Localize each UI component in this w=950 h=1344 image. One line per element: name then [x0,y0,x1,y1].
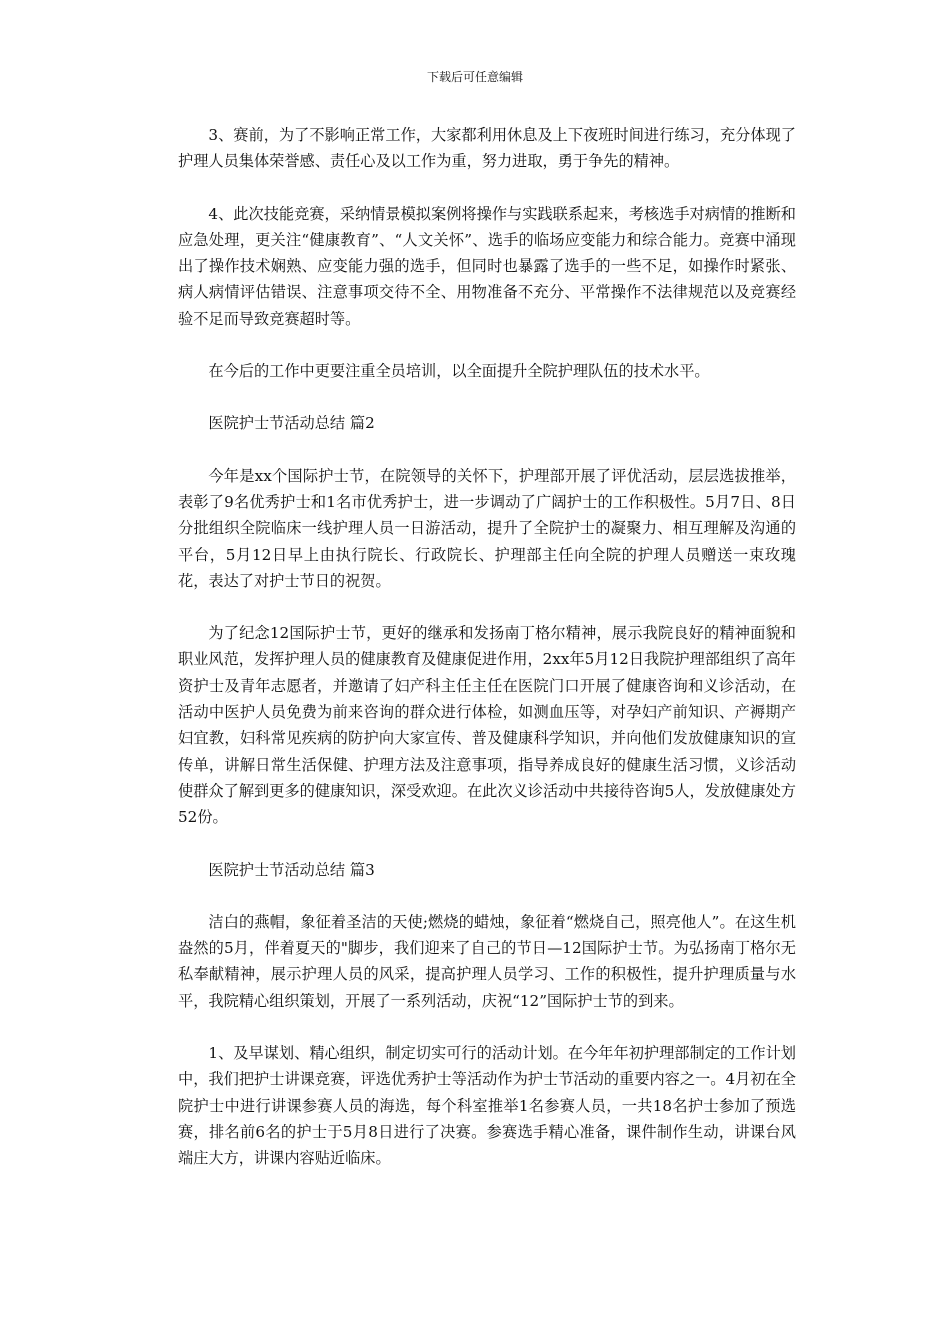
paragraph-activity-plan: 1、及早谋划、精心组织，制定切实可行的活动计划。在今年年初护理部制定的工作计划中，我们把护士讲课竞赛，评选优秀护士等活动作为护士节活动的重要内容之一。4月初在全院护士中进行讲课参赛人员的海选，每个科室推举1名参赛人员，一共18名护士参加了预选赛，排名前6名的护士于5月8日进行了决赛。参赛选手精心准备，课件制作生动，讲课台风端庄大方，讲课内容贴近临床。 [178,1044,796,1168]
section-heading-part-2: 医院护士节活动总结 篇2 [208,414,375,433]
section-heading-part-3: 医院护士节活动总结 篇3 [208,860,375,879]
paragraph-training-plan: 在今后的工作中更要注重全员培训，以全面提升全院护理队伍的技术水平。 [208,362,710,381]
document-body [178,122,796,1198]
paragraph-award-activities: 今年是xx个国际护士节，在院领导的关怀下，护理部开展了评优活动，层层选拔推举，表彰了9名优秀护士和1名市优秀护士，进一步调动了广阔护士的工作积极性。5月7日、8日分批组织全院临床一线护理人员一日游活动，提升了全院护士的凝聚力、相互理解及沟通的平台，5月12日早上由执行院长、行政院长、护理部主任向全院的护理人员赠送一束玫瑰花，表达了对护士节日的祝贺。 [178,466,796,590]
paragraph-health-consultation: 为了纪念12国际护士节，更好的继承和发扬南丁格尔精神，展示我院良好的精神面貌和职业风范，发挥护理人员的健康教育及健康促进作用，2xx年5月12日我院护理部组织了高年资护士及青年志愿者，并邀请了妇产科主任主任在医院门口开展了健康咨询和义诊活动，在活动中医护人员免费为前来咨询的群众进行体检，如测血压等，对孕妇产前知识、产褥期产妇宜教，妇科常见疾病的防护向大家宣传、普及健康科学知识，并向他们发放健康知识的宣传单，讲解日常生活保健、护理方法及注意事项，指导养成良好的健康生活习惯，义诊活动使群众了解到更多的健康知识，深受欢迎。在此次义诊活动中共接待咨询5人，发放健康处方52份。 [178,624,796,827]
paragraph-skill-competition: 4、此次技能竞赛，采纳情景模拟案例将操作与实践联系起来，考核选手对病情的推断和应急处理，更关注“健康教育”、“人文关怀”、选手的临场应变能力和综合能力。竞赛中涌现出了操作技术娴熟、应变能力强的选手，但同时也暴露了选手的一些不足，如操作时紧张、病人病情评估错误、注意事项交待不全、用物准备不充分、平常操作不法律规范以及竞赛经验不足而导致竞赛超时等。 [178,204,796,328]
paragraph-competition-preparation: 3、赛前，为了不影响正常工作，大家都利用休息及上下夜班时间进行练习，充分体现了护理人员集体荣誉感、责任心及以工作为重，努力进取，勇于争先的精神。 [178,126,796,171]
header-note: 下载后可任意编辑 [426,70,523,84]
paragraph-nurses-day-intro: 洁白的燕帽，象征着圣洁的天使;燃烧的蜡烛，象征着“燃烧自己，照亮他人”。在这生机盎然的5月，伴着夏天的"脚步，我们迎来了自己的节日—12国际护士节。为弘扬南丁格尔无私奉献精神，展示护理人员的风采，提高护理人员学习、工作的积极性，提升护理质量与水平，我院精心组织策划，开展了一系列活动，庆祝“12”国际护士节的到来。 [178,912,796,1010]
